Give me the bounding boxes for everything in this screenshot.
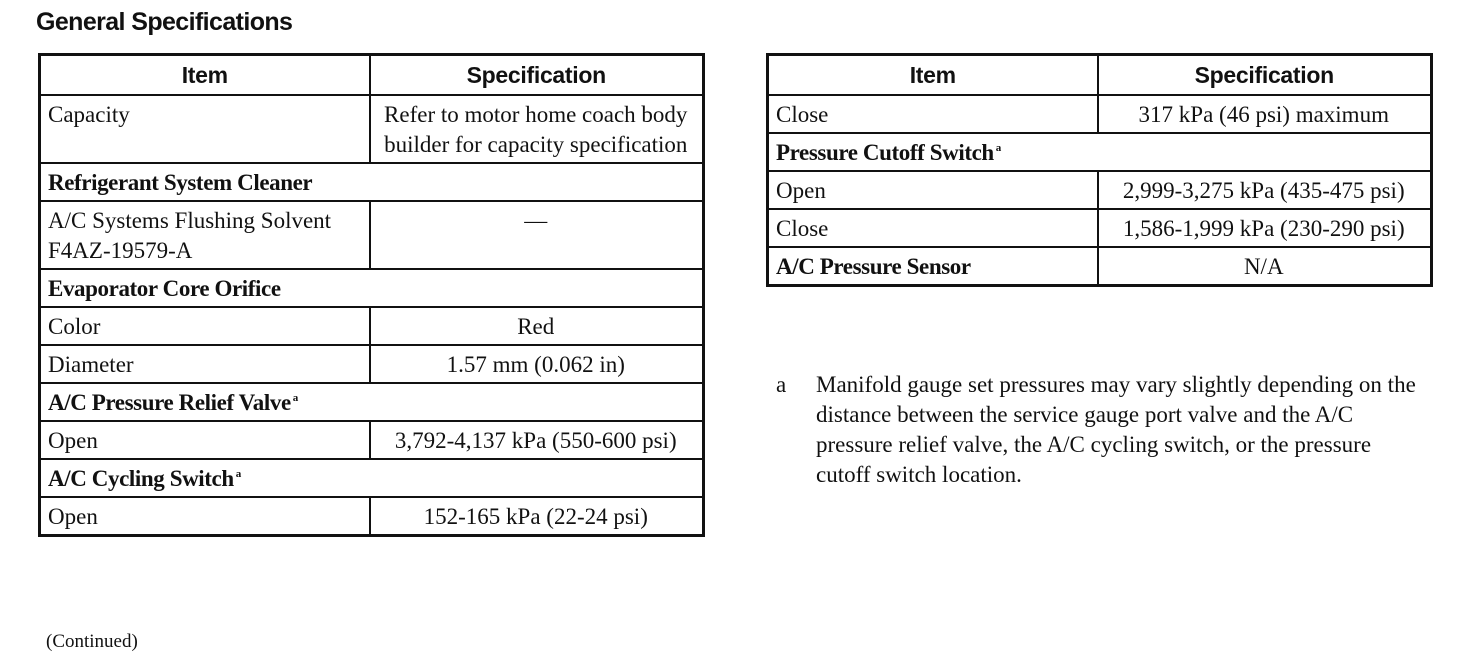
table-row (40, 201, 704, 269)
table-row (768, 95, 1432, 133)
table-row (40, 307, 704, 345)
item-cell: Diameter (40, 345, 370, 383)
column-header-item: Item (768, 55, 1098, 96)
table-row (40, 345, 704, 383)
section-row (40, 269, 704, 307)
footnote-marker: a (776, 372, 787, 397)
spec-cell: 1,586-1,999 kPa (230-290 psi) (1098, 209, 1432, 247)
column-header-specification: Specification (370, 55, 704, 96)
footnote-reference: a (995, 142, 1001, 155)
item-cell: Capacity (40, 95, 370, 163)
spec-cell: N/A (1098, 247, 1432, 286)
section-heading (40, 383, 704, 421)
section-heading (768, 133, 1432, 171)
footnote-reference: a (292, 392, 298, 405)
specifications-table-right (766, 53, 1433, 287)
item-cell: Open (40, 421, 370, 459)
section-heading (40, 459, 704, 497)
section-row (768, 133, 1432, 171)
table-header-row (768, 55, 1432, 96)
section-heading: Evaporator Core Orifice (40, 269, 704, 307)
table-row (768, 247, 1432, 286)
item-cell: Open (40, 497, 370, 536)
item-cell: Color (40, 307, 370, 345)
page-title: General Specifications (36, 8, 293, 36)
column-header-specification: Specification (1098, 55, 1432, 96)
item-cell: Close (768, 209, 1098, 247)
table-row (768, 209, 1432, 247)
section-heading-text: A/C Cycling Switch (48, 466, 234, 491)
item-cell: A/C Systems Flushing Solvent F4AZ-19579-A (40, 201, 370, 269)
spec-cell: Red (370, 307, 704, 345)
column-header-item: Item (40, 55, 370, 96)
table-header-row (40, 55, 704, 96)
section-row (40, 383, 704, 421)
spec-cell: 152-165 kPa (22-24 psi) (370, 497, 704, 536)
spec-cell: 1.57 mm (0.062 in) (370, 345, 704, 383)
item-cell: Close (768, 95, 1098, 133)
spec-cell: — (370, 201, 704, 269)
section-row (40, 163, 704, 201)
item-cell: Open (768, 171, 1098, 209)
continued-note: (Continued) (46, 631, 138, 652)
table-row (40, 421, 704, 459)
footnote (776, 370, 1416, 490)
section-heading-text: Pressure Cutoff Switch (776, 140, 994, 165)
section-heading-text: A/C Pressure Relief Valve (48, 390, 291, 415)
specifications-table-left (38, 53, 705, 537)
footnote-text: Manifold gauge set pressures may vary slightly depending on the distance between the service gauge port valve and the A/C pressure relief valve, the A/C cycling switch, or the pressure cutoff switch location. (816, 372, 1416, 487)
item-cell: A/C Pressure Sensor (768, 247, 1098, 286)
spec-cell: 3,792-4,137 kPa (550-600 psi) (370, 421, 704, 459)
table-row (40, 95, 704, 163)
spec-cell: 2,999-3,275 kPa (435-475 psi) (1098, 171, 1432, 209)
spec-cell: 317 kPa (46 psi) maximum (1098, 95, 1432, 133)
spec-cell: Refer to motor home coach body builder for capacity specification (370, 95, 704, 163)
footnote-reference: a (235, 468, 241, 481)
table-row (40, 497, 704, 536)
section-row (40, 459, 704, 497)
table-row (768, 171, 1432, 209)
section-heading: Refrigerant System Cleaner (40, 163, 704, 201)
